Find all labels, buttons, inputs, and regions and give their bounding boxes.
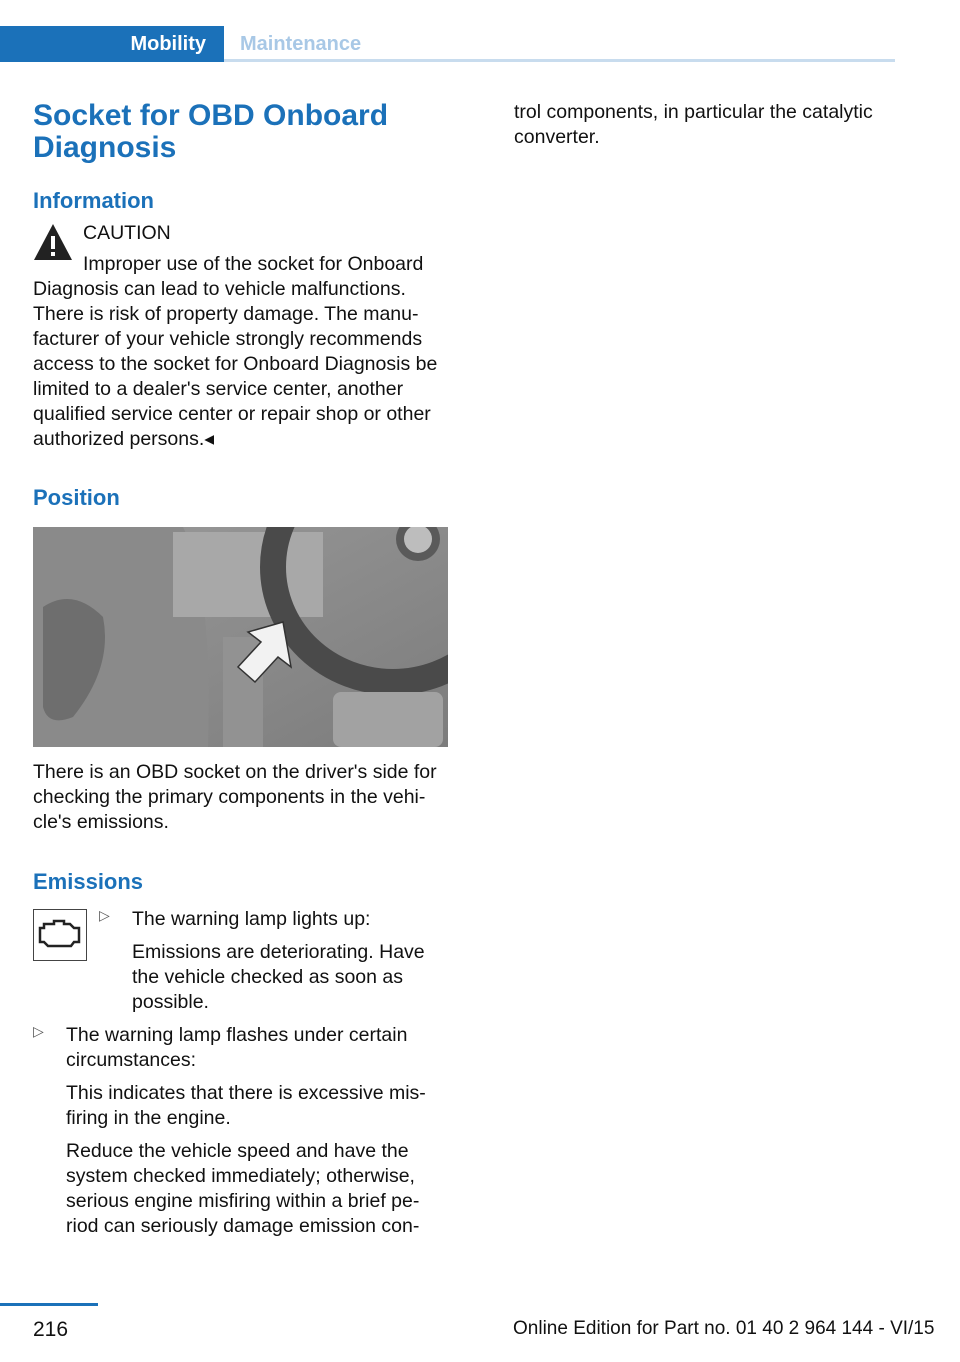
bullet-1 bbox=[33, 907, 448, 1015]
emissions-lamp-row bbox=[33, 907, 448, 1015]
tab-mobility[interactable]: Mobility bbox=[0, 26, 224, 62]
bullet-1-text: Emissions are deteriorating. Have the vehicle checked as soon as possible. bbox=[132, 941, 425, 1013]
bullet-2-text-2: Reduce the vehicle speed and have the system checked immediately; otherwise, serious engine misfiring within a brief pe-riod can seriously damage emission con- bbox=[66, 1140, 420, 1237]
bullet-1-title: The warning lamp lights up: bbox=[132, 908, 371, 930]
warning-triangle-icon bbox=[33, 222, 73, 262]
position-description: There is an OBD socket on the driver's side for checking the primary components in the vehi-cle's emissions. bbox=[33, 761, 437, 833]
footer-rule bbox=[0, 1303, 98, 1306]
top-tab-bar bbox=[0, 0, 960, 62]
page-number: 216 bbox=[33, 1318, 69, 1341]
bullet-marker: ▷ bbox=[33, 1023, 44, 1039]
engine-check-icon bbox=[34, 910, 85, 959]
bullet-2-title: The warning lamp flashes under certain circumstances: bbox=[66, 1024, 408, 1071]
emissions-heading: Emissions bbox=[33, 869, 144, 894]
caution-block bbox=[33, 220, 448, 452]
edition-line: Online Edition for Part no. 01 40 2 964 144 - VI/15 bbox=[513, 1318, 935, 1339]
bullet-marker: ▷ bbox=[99, 907, 110, 923]
left-column bbox=[33, 100, 448, 1239]
obd-socket-position-photo bbox=[33, 527, 448, 747]
information-heading: Information bbox=[33, 188, 154, 213]
caution-title: CAUTION bbox=[83, 222, 171, 244]
tab-divider bbox=[224, 59, 895, 62]
caution-text bbox=[33, 252, 448, 452]
bullet-2-text-1: This indicates that there is excessive mis-firing in the engine. bbox=[66, 1082, 426, 1129]
engine-check-icon-frame bbox=[33, 909, 87, 961]
bullet-1-item bbox=[99, 907, 448, 1015]
right-column bbox=[514, 100, 904, 150]
position-heading: Position bbox=[33, 485, 120, 510]
continuation-text: trol components, in particular the catalytic converter. bbox=[514, 101, 873, 148]
page-title: Socket for OBD Onboard Diagnosis bbox=[33, 99, 389, 164]
tab-maintenance[interactable]: Maintenance bbox=[240, 32, 362, 55]
caution-rest: Diagnosis can lead to vehicle malfunctions. There is risk of property damage. The manu-facturer of your vehicle strongly recommends access to the socket for Onboard Diagnosis be limited to a dealer's service center, another qualified service center or repair shop or other authorized persons.◂ bbox=[33, 278, 438, 450]
bullet-2 bbox=[33, 1023, 448, 1239]
caution-first-line: Improper use of the socket for Onboard bbox=[83, 253, 424, 275]
